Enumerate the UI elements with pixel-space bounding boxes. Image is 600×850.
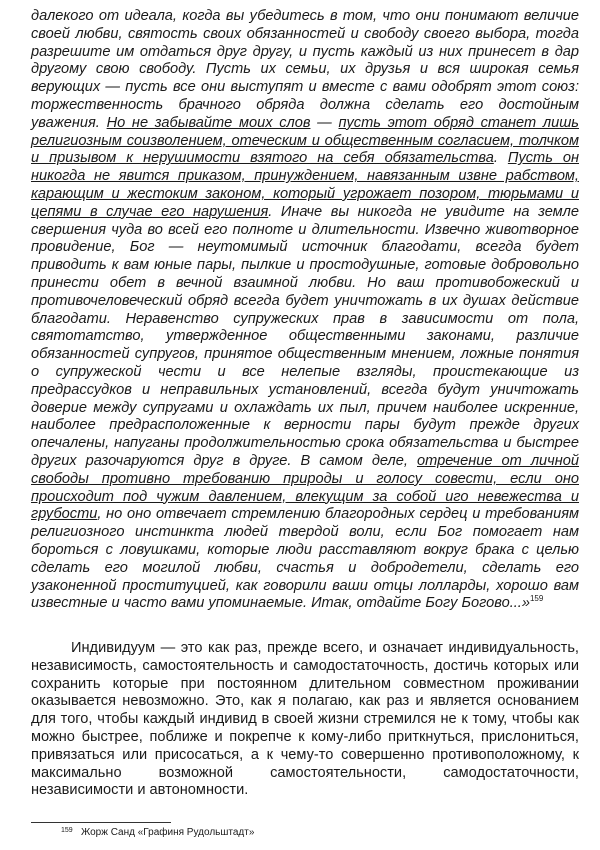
page-content: [31, 8, 579, 800]
quote-text: далекого от идеала, когда вы убедитесь в том, что они понимают величие своей любви, святость своих обязанностей и свободу своего выбора, тогда разрешите им отдаться друг другу, и пусть каждый из них принесет в дар другому свою свободу. Пусть их семьи, их друзья и вся широкая семья верующих — пусть все они выступят и вместе с вами одобрят этот союз: торжественность брачного обряда должна сделать его достойным уважения.: [31, 8, 579, 131]
quote-text: .: [493, 150, 498, 167]
quote-text: , но оно отвечает стремлению благородных сердец и требованиям религиозного инстинкта людей твердой воли, если Бог помогает нам бороться с ловушками, которые люди расставляют вокруг брака с целью сделать его могилой любви, счастья и добродетели, сделать его узаконенной проституцией, как говорили ваши отцы лолларды, хорошо вам известные и часто вами упоминаемые. Итак, отдайте Богу Богово...»: [31, 506, 579, 612]
footnote-text: Жорж Санд «Графиня Рудольштадт»: [81, 827, 255, 838]
quote-text: . Иначе вы никогда не увидите на земле свершения чуда во всей его полноте и длительности. Извечно животворное провидение, Бог — неутомимый источник благодати, всегда будет приводить к вам юные пары, пылкие и простодушные, готовые добровольно принести обет в вечной взаимной любви. Но ваш противобожеский и противочеловеческий обряд всегда будет уничтожать в их душах действие благодати. Неравенство супружеских прав в зависимости от пола, святотатство, утвержденное общественными законами, различие обязанностей супругов, принятое общественным мнением, ложные понятия о супружеской чести и все нелепые взгляды, проистекающие из предрассудков и неправильных установлений, всегда будут уничтожать доверие между супругами и охлаждать их пыл, причем наиболее искренние, наиболее предрасположенные к верности пары будут прежде других опечалены, напуганы продолжительностью срока обязательства и быстрее других разочаруются друг в друге. В самом деле,: [31, 203, 579, 469]
body-paragraph: Индивидуум — это как раз, прежде всего, и означает индивидуальность, независимость, самостоятельность и самодостаточность, достичь которых или сохранить которые при постоянном длительном совместном проживании оказывается невозможно. Это, как я полагаю, как раз и является основанием для того, чтобы каждый индивид в своей жизни стремился не к тому, чтобы как можно быстрее, поближе и покрепче к кому-либо приткнуться, прислониться, привязаться или присосаться, а к чему-то совершенно противоположному, к максимально возможной самостоятельности, самодостаточности, независимости и автономности.: [31, 640, 579, 799]
quote-underlined-text: Пусть он никогда не явится приказом, принуждением, навязанным извне рабством, карающим и жестоким законом, который угрожает позором, тюрьмами и цепями в случае его нарушения: [31, 150, 579, 220]
footnote-number: 159: [61, 827, 73, 834]
footnote-reference[interactable]: 159: [529, 594, 544, 604]
quote-underlined-text: пусть этот обряд станет лишь религиозным соизволением, отеческим и общественным согласием, толчком и призывом к нерушимости взятого на себя обязательства: [31, 114, 579, 167]
footnote-separator: [31, 822, 171, 823]
quote-underlined-text: Но не забывайте моих слов: [106, 114, 311, 131]
quote-underlined-text: отречение от личной свободы противно требованию природы и голосу совести, если оно происходит под чужим давлением, влекущим за собой иго невежества и грубости: [31, 452, 579, 523]
quote-dash: —: [317, 114, 332, 131]
quote-block: [31, 8, 579, 613]
